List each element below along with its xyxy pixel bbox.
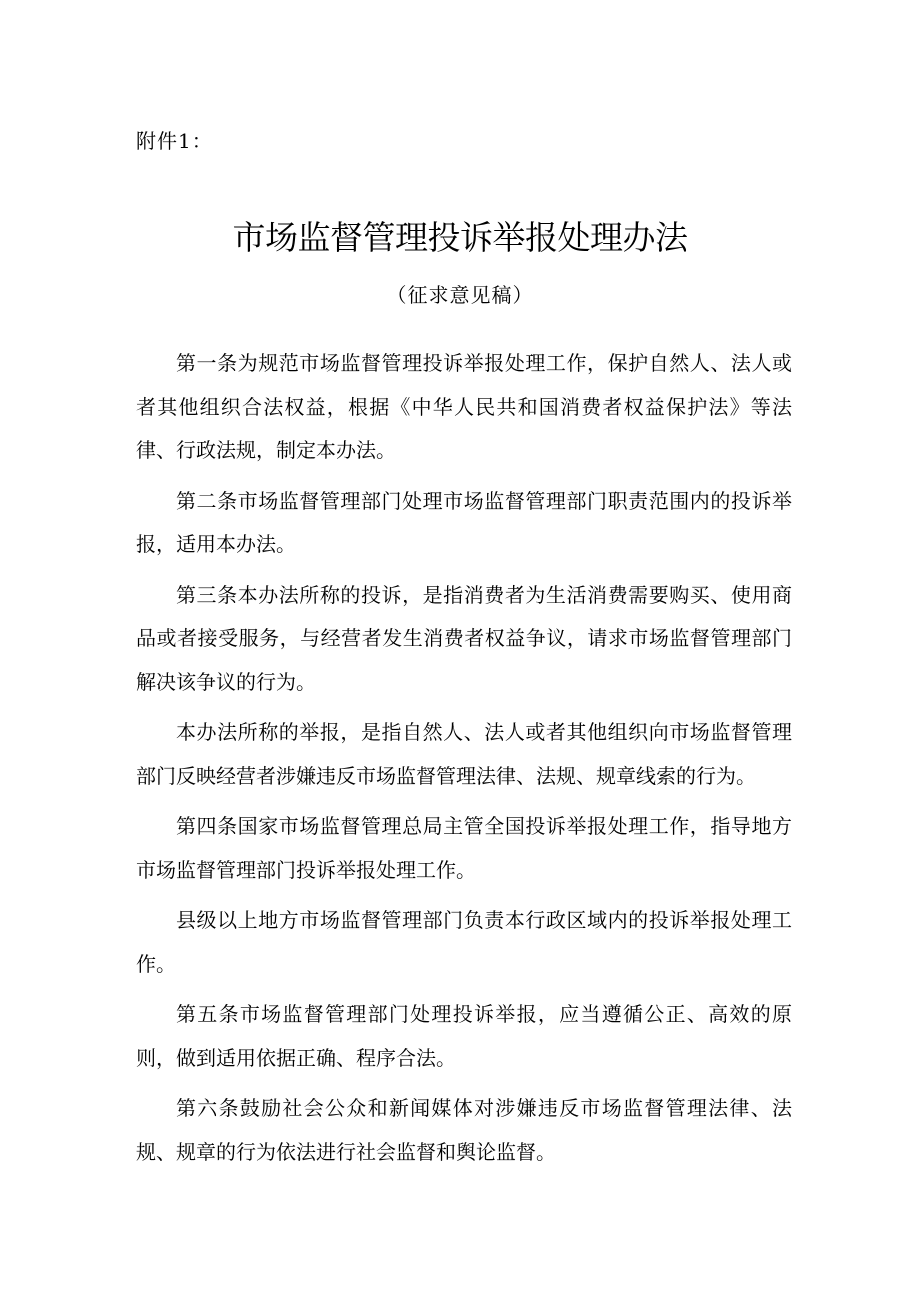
- document-title: 市场监督管理投诉举报处理办法: [232, 218, 688, 257]
- document-body: [136, 342, 792, 1181]
- article-3-paragraph: 第三条本办法所称的投诉，是指消费者为生活消费需要购买、使用商品或者接受服务，与经营者发生消费者权益争议，请求市场监督管理部门解决该争议的行为。: [136, 582, 792, 694]
- article-1-paragraph: 第一条为规范市场监督管理投诉举报处理工作，保护自然人、法人或者其他组织合法权益，根据《中华人民共和国消费者权益保护法》等法律、行政法规，制定本办法。: [136, 351, 792, 462]
- article-4-continuation-paragraph: 县级以上地方市场监督管理部门负责本行政区域内的投诉举报处理工作。: [136, 908, 792, 976]
- article-2-paragraph: 第二条市场监督管理部门处理市场监督管理部门职责范围内的投诉举报，适用本办法。: [136, 488, 792, 556]
- article-6-paragraph: 第六条鼓励社会公众和新闻媒体对涉嫌违反市场监督管理法律、法规、规章的行为依法进行社会监督和舆论监督。: [136, 1096, 792, 1164]
- article-4-paragraph: 第四条国家市场监督管理总局主管全国投诉举报处理工作，指导地方市场监督管理部门投诉举报处理工作。: [136, 814, 792, 882]
- article-3-continuation-paragraph: 本办法所称的举报，是指自然人、法人或者其他组织向市场监督管理部门反映经营者涉嫌违反市场监督管理法律、法规、规章线索的行为。: [136, 720, 792, 788]
- document-subtitle: （征求意见稿）: [386, 283, 534, 307]
- article-5-paragraph: 第五条市场监督管理部门处理投诉举报，应当遵循公正、高效的原则，做到适用依据正确、程序合法。: [136, 1002, 792, 1070]
- attachment-label: 附件1：: [136, 129, 213, 153]
